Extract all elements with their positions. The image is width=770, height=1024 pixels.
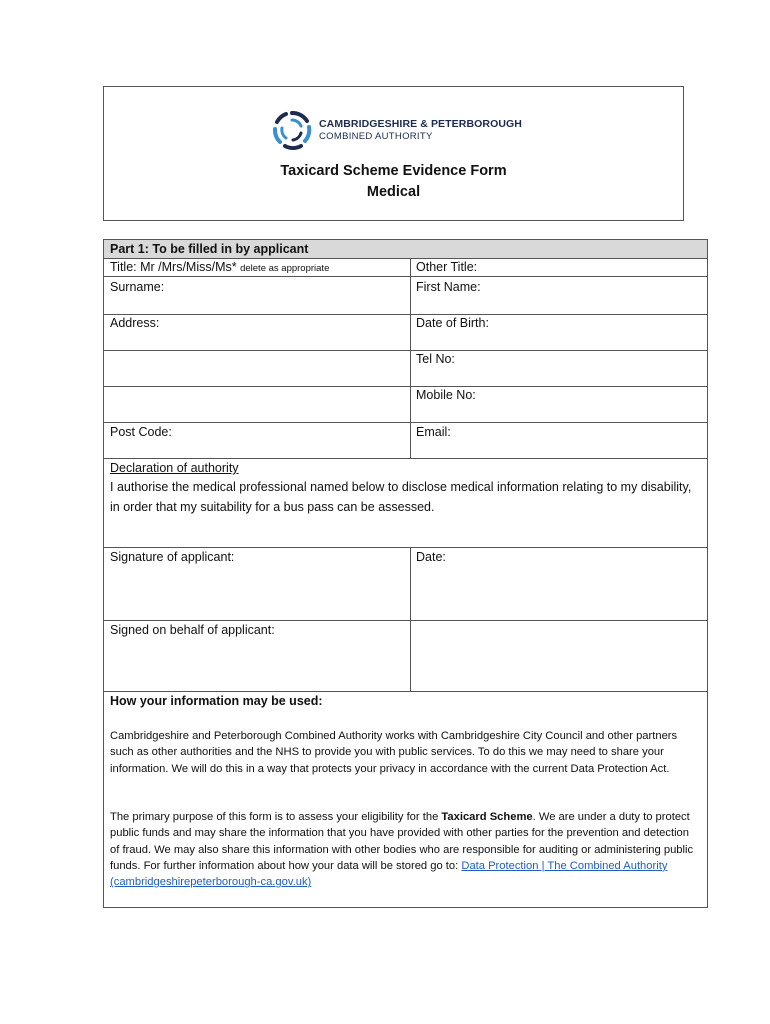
- form-title: [104, 161, 683, 203]
- date-field[interactable]: [416, 550, 446, 565]
- signed-on-behalf-date-field[interactable]: [416, 623, 704, 683]
- form-title-line2: Medical: [366, 184, 421, 200]
- email-label: Email:: [416, 425, 451, 439]
- other-title-field[interactable]: [416, 260, 477, 275]
- info-paragraph-2: [110, 809, 700, 890]
- mobile-field[interactable]: [416, 388, 476, 403]
- part1-heading: Part 1: To be filled in by applicant: [110, 242, 309, 256]
- title-label: Title: Mr /Mrs/Miss/Ms*: [110, 260, 237, 274]
- info-heading: How your information may be used:: [110, 694, 323, 708]
- row-divider: [104, 386, 707, 387]
- applicant-form-table: [103, 239, 708, 908]
- row-divider: [104, 258, 707, 259]
- address-label: Address:: [110, 316, 160, 330]
- form-title-line1: Taxicard Scheme Evidence Form: [280, 163, 507, 179]
- row-divider: [104, 691, 707, 692]
- email-field[interactable]: [416, 425, 451, 440]
- tel-label: Tel No:: [416, 352, 455, 366]
- first-name-field[interactable]: [416, 280, 481, 295]
- taxicard-scheme-term: Taxicard Scheme: [441, 811, 533, 823]
- row-divider: [104, 458, 707, 459]
- postcode-field[interactable]: [110, 425, 172, 440]
- first-name-label: First Name:: [416, 280, 481, 294]
- row-divider: [104, 276, 707, 277]
- title-note: delete as appropriate: [240, 263, 330, 274]
- mobile-label: Mobile No:: [416, 388, 476, 402]
- organisation-logo: [271, 109, 522, 151]
- signed-on-behalf-label: Signed on behalf of applicant:: [110, 623, 275, 637]
- signature-field[interactable]: [110, 550, 234, 565]
- row-divider: [104, 422, 707, 423]
- tel-field[interactable]: [416, 352, 455, 367]
- row-divider: [104, 620, 707, 621]
- column-divider: [410, 258, 411, 458]
- row-divider: [104, 547, 707, 548]
- declaration-text: I authorise the medical professional named below to disclose medical information relating to my disability, in order that my suitability for a bus pass can be assessed.: [110, 480, 692, 514]
- logo-text-line2: COMBINED AUTHORITY: [319, 130, 433, 142]
- row-divider: [104, 314, 707, 315]
- postcode-label: Post Code:: [110, 425, 172, 439]
- form-header-box: [103, 86, 684, 221]
- data-protection-link[interactable]: Data Protection | The Combined Authority (cambridgeshirepeterborough-ca.gov.uk): [110, 859, 668, 889]
- row-divider: [104, 350, 707, 351]
- other-title-label: Other Title:: [416, 260, 478, 274]
- signed-on-behalf-field[interactable]: [110, 623, 275, 638]
- logo-text-line1: CAMBRIDGESHIRE & PETERBOROUGH: [319, 118, 522, 130]
- title-field[interactable]: [110, 260, 329, 276]
- info-paragraph-1: Cambridgeshire and Peterborough Combined Authority works with Cambridgeshire City Council and other partners such as other authorities and the NHS to provide you with public services. To do this we may need to share your information. We will do this in a way that protects your privacy in accordance with the current Data Protection Act.: [110, 730, 678, 775]
- info-paragraph-2-body: . We are under a duty to protect public funds and may share the information that you have provided with other parties for the prevention and detection of fraud. We may also share this information with other bodies who are responsible for auditing or administering public funds. For further information about how your data will be stored go to:: [110, 811, 694, 872]
- combined-authority-logo-icon: [271, 109, 313, 151]
- column-divider: [410, 547, 411, 691]
- signature-label: Signature of applicant:: [110, 550, 235, 564]
- surname-label: Surname:: [110, 280, 165, 294]
- date-of-birth-label: Date of Birth:: [416, 316, 489, 330]
- info-paragraph-2-intro: The primary purpose of this form is to assess your eligibility for the: [110, 811, 442, 823]
- surname-field[interactable]: [110, 280, 164, 295]
- date-of-birth-field[interactable]: [416, 316, 489, 331]
- date-label: Date:: [416, 550, 446, 564]
- declaration-heading: Declaration of authority: [110, 461, 239, 475]
- address-field[interactable]: [110, 316, 159, 331]
